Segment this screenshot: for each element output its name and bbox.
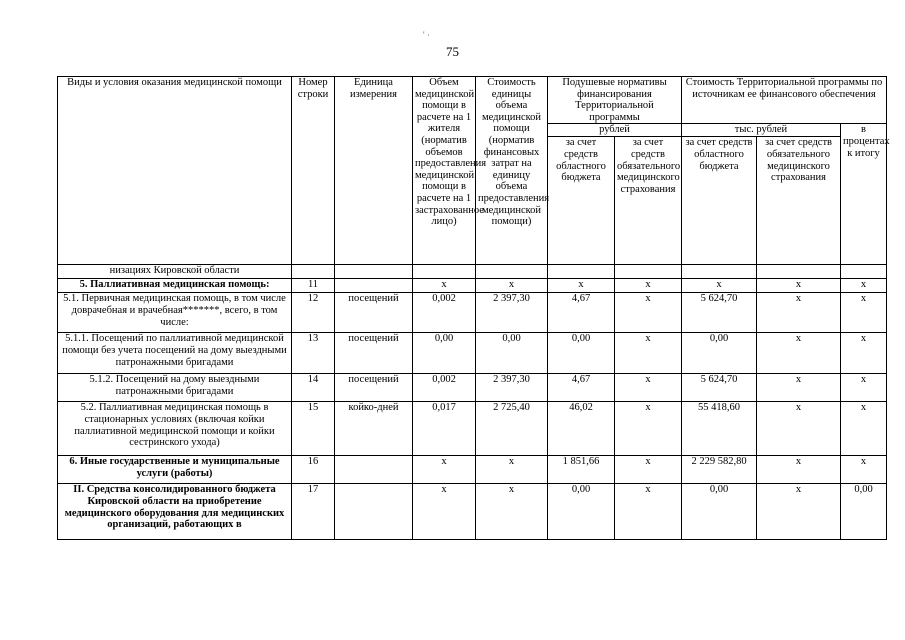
row-unit <box>335 484 413 540</box>
row-cost-oms: x <box>757 279 841 293</box>
row-norm-budget: 4,67 <box>548 293 615 333</box>
table-row <box>58 402 887 456</box>
row-cost-oms: x <box>757 333 841 374</box>
row-unit: посещений <box>335 333 413 374</box>
row-name: 5.1.1. Посещений по паллиативной медицинской помощи без учета посещений на дому выездными патронажными бригадами <box>58 333 292 374</box>
row-unit-cost: x <box>476 484 548 540</box>
row-cost-budget: 2 229 582,80 <box>682 456 757 484</box>
header-type-conditions: Виды и условия оказания медицинской помощи <box>58 77 292 265</box>
row-unit <box>335 265 413 279</box>
row-cost-budget: 0,00 <box>682 484 757 540</box>
row-cost-oms: x <box>757 456 841 484</box>
row-unit-cost: x <box>476 279 548 293</box>
table-row <box>58 265 887 279</box>
row-number: 17 <box>292 484 335 540</box>
row-percent <box>841 265 887 279</box>
financing-table <box>57 76 890 540</box>
row-norm-oms: x <box>615 279 682 293</box>
header-row-1 <box>58 77 887 124</box>
row-unit-cost <box>476 265 548 279</box>
row-norm-budget: x <box>548 279 615 293</box>
row-cost-budget: 5 624,70 <box>682 293 757 333</box>
row-number: 12 <box>292 293 335 333</box>
row-percent: x <box>841 293 887 333</box>
row-name: 5.2. Паллиативная медицинская помощь в стационарных условиях (включая койки паллиативной медицинской помощи и койки сестринского ухода) <box>58 402 292 456</box>
row-norm-oms: x <box>615 333 682 374</box>
row-cost-oms: x <box>757 293 841 333</box>
row-norm-oms: x <box>615 374 682 402</box>
header-cost-regional-budget: за счет средств областного бюджета <box>682 137 757 265</box>
row-unit-cost: 2 397,30 <box>476 374 548 402</box>
row-volume <box>413 265 476 279</box>
header-row-number: Номер строки <box>292 77 335 265</box>
row-percent: x <box>841 402 887 456</box>
header-norm-oms: за счет средств обязательного медицинского страхования <box>615 137 682 265</box>
row-name: 5.1.2. Посещений на дому выездными патронажными бригадами <box>58 374 292 402</box>
row-percent: x <box>841 456 887 484</box>
row-percent: x <box>841 279 887 293</box>
page-number: 75 <box>446 44 459 59</box>
row-norm-oms: x <box>615 484 682 540</box>
row-norm-oms: x <box>615 293 682 333</box>
row-name: 6. Иные государственные и муниципальные услуги (работы) <box>58 456 292 484</box>
row-name: низациях Кировской области <box>58 265 292 279</box>
row-name: 5. Паллиативная медицинская помощь: <box>58 279 292 293</box>
header-norm-regional-budget: за счет средств областного бюджета <box>548 137 615 265</box>
row-number: 16 <box>292 456 335 484</box>
row-number: 13 <box>292 333 335 374</box>
row-unit <box>335 279 413 293</box>
row-cost-budget: x <box>682 279 757 293</box>
header-unit-cost: Стоимость единицы объема медицинской помощи (норматив финансовых затрат на единицу объема предоставления медицинской помощи) <box>476 77 548 265</box>
header-unit: Единица измерения <box>335 77 413 265</box>
row-norm-budget <box>548 265 615 279</box>
row-norm-oms: x <box>615 456 682 484</box>
table-row <box>58 293 887 333</box>
table-row <box>58 333 887 374</box>
row-volume: 0,002 <box>413 374 476 402</box>
header-volume: Объем медицинской помощи в расчете на 1 жителя (норматив объемов предоставления медицинской помощи в расчете на 1 застрахованное лицо) <box>413 77 476 265</box>
row-volume: 0,002 <box>413 293 476 333</box>
row-name: II. Средства консолидированного бюджета Кировской области на приобретение медицинского оборудования для медицинских организаций, работающих в <box>58 484 292 540</box>
row-norm-oms: x <box>615 402 682 456</box>
row-number: 15 <box>292 402 335 456</box>
row-volume: 0,00 <box>413 333 476 374</box>
row-cost-budget: 5 624,70 <box>682 374 757 402</box>
header-cost-oms: за счет средств обязательного медицинского страхования <box>757 137 841 265</box>
row-number <box>292 265 335 279</box>
row-cost-budget <box>682 265 757 279</box>
table-row <box>58 484 887 540</box>
row-name: 5.1. Первичная медицинская помощь, в том числе доврачебная и врачебная*******, всего, в том числе: <box>58 293 292 333</box>
header-unit-thousand-rubles: тыс. рублей <box>682 124 841 137</box>
row-unit-cost: 0,00 <box>476 333 548 374</box>
row-number: 11 <box>292 279 335 293</box>
row-unit-cost: 2 397,30 <box>476 293 548 333</box>
row-norm-budget: 4,67 <box>548 374 615 402</box>
row-unit: койко-дней <box>335 402 413 456</box>
row-norm-budget: 1 851,66 <box>548 456 615 484</box>
row-norm-budget: 0,00 <box>548 484 615 540</box>
scan-mark: ' · <box>423 30 430 40</box>
row-volume: x <box>413 279 476 293</box>
row-cost-oms: x <box>757 484 841 540</box>
row-norm-budget: 0,00 <box>548 333 615 374</box>
table-row <box>58 374 887 402</box>
row-unit-cost: 2 725,40 <box>476 402 548 456</box>
row-norm-budget: 46,02 <box>548 402 615 456</box>
row-unit-cost: x <box>476 456 548 484</box>
row-cost-oms <box>757 265 841 279</box>
row-volume: 0,017 <box>413 402 476 456</box>
row-volume: x <box>413 484 476 540</box>
table-row <box>58 279 887 293</box>
row-unit: посещений <box>335 293 413 333</box>
row-cost-budget: 55 418,60 <box>682 402 757 456</box>
row-cost-oms: x <box>757 402 841 456</box>
row-unit: посещений <box>335 374 413 402</box>
row-cost-oms: x <box>757 374 841 402</box>
row-percent: x <box>841 374 887 402</box>
header-unit-rubles: рублей <box>548 124 682 137</box>
row-percent: x <box>841 333 887 374</box>
row-volume: x <box>413 456 476 484</box>
row-unit <box>335 456 413 484</box>
header-program-cost: Стоимость Территориальной программы по источникам ее финансового обеспечения <box>682 77 887 124</box>
header-percent-total: в процентах к итогу <box>841 124 887 265</box>
row-norm-oms <box>615 265 682 279</box>
header-per-capita-norms: Подушевые нормативы финансирования Территориальной программы <box>548 77 682 124</box>
row-number: 14 <box>292 374 335 402</box>
row-percent: 0,00 <box>841 484 887 540</box>
table-row <box>58 456 887 484</box>
row-cost-budget: 0,00 <box>682 333 757 374</box>
